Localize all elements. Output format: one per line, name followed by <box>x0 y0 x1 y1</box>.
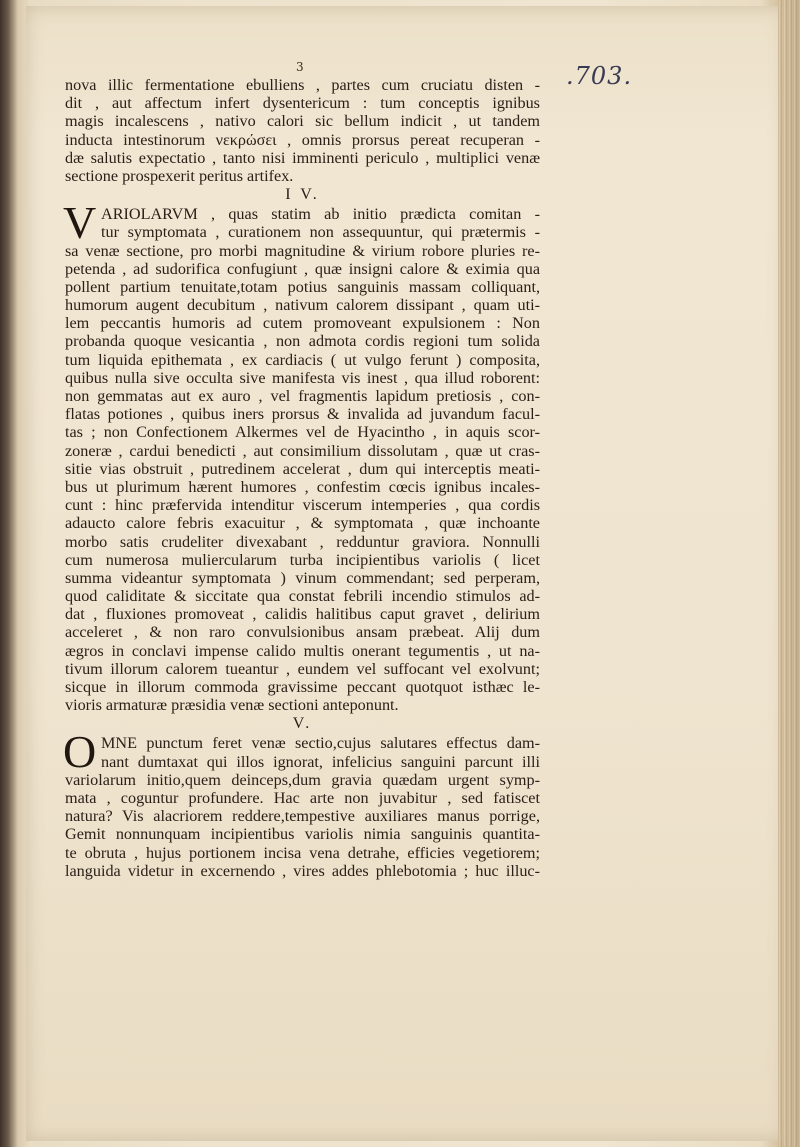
signature-mark: 3 <box>296 60 304 74</box>
text-line: nant dumtaxat qui illos ignorat, infelicius sanguini parcunt illi <box>101 752 540 771</box>
text-line: dit , aut affectum infert dysentericum : tum conceptis ignibus <box>65 94 540 113</box>
text-line: flatas potiones , quibus iners prorsus & invalida ad juvandum facul- <box>65 405 540 424</box>
page-edges <box>778 0 800 1147</box>
text-line: cum numerosa muliercularum turba incipientibus variolis ( licet <box>65 550 540 569</box>
text-line: ægros in conclavi impense calido multis onerant tegumentis , ut na- <box>65 641 540 660</box>
section-iv-body <box>65 205 540 714</box>
text-line: vioris armaturæ præsidia venæ sectioni anteponunt. <box>65 696 399 715</box>
text-line: dæ salutis expectatio , tanto nisi imminenti periculo , multiplici venæ <box>65 148 540 167</box>
section-v-body <box>65 734 540 880</box>
text-line: variolarum initio,quem deinceps,dum gravia quædam urgent symp- <box>65 770 540 789</box>
text-line: pollent partium tenuitate,totam potius sanguinis massam colliquant, <box>65 277 540 296</box>
text-line: natura? Vis alacriorem reddere,tempestive auxiliares manus porrige, <box>65 807 540 826</box>
page-text <box>65 76 540 880</box>
text-line: acceleret , & non raro convulsionibus ansam præbeat. Alij dum <box>65 623 540 642</box>
text-line: inducta intestinorum νεκρώσει , omnis prorsus pereat recuperan - <box>65 130 540 149</box>
text-line: tur symptomata , curationem non assequuntur, qui prætermis - <box>101 223 540 242</box>
text-line: sicque in illorum commoda gravissime peccant quotquot isthæc le- <box>65 678 540 696</box>
text-line: magis incalescens , nativo calori sic bellum indicit , ut tandem <box>65 112 540 131</box>
text-line: tas ; non Confectionem Alkermes vel de Hyacintho , in aquis scor- <box>65 423 540 442</box>
text-line: dat , fluxiones promoveat , calidis halitibus caput gravet , delirium <box>65 605 540 624</box>
text-line: zoneræ , cardui benedicti , aut consimilium dissolutam , quæ ut cras- <box>65 441 540 460</box>
text-line: Gemit nonnunquam incipientibus variolis nimia sanguinis quantita- <box>65 825 540 844</box>
text-line: humorum augent decubitum , nativum calorem dissipant , quam uti- <box>65 296 540 315</box>
text-line: morbo satis crudeliter divexabant , redduntur graviora. Nonnulli <box>65 532 540 551</box>
page-number: .703. <box>566 62 633 90</box>
text-line: bus ut plurimum hærent humores , confestim cœcis ignibus incales- <box>65 477 540 496</box>
text-line: quibus nulla sive occulta sive manifesta vis inest , qua illud roborent: <box>65 368 540 387</box>
text-line: cunt : hinc præfervida intenditur viscerum intemperies , qua cordis <box>65 496 540 515</box>
text-line: adaucto calore febris exacuitur , & symptomata , quæ inchoante <box>65 514 540 533</box>
text-line: tum liquida epithemata , ex cardiacis ( ut vulgo ferunt ) composita, <box>65 350 540 369</box>
text-line: mata , coguntur profundere. Hac arte non juvabitur , sed fatiscet <box>65 788 540 807</box>
text-line: sa venæ sectione, pro morbi magnitudine & virium robore pluries re- <box>65 241 540 260</box>
text-line: nova illic fermentatione ebulliens , partes cum cruciatu disten - <box>65 76 540 94</box>
text-line: te obruta , hujus portionem incisa vena detrahe, efficies vegetiorem; <box>65 843 540 862</box>
text-line: languida videtur in excernendo , vires addes phlebotomia ; huc illuc- <box>65 861 540 880</box>
text-line: ARIOLARVM , quas statim ab initio prædicta comitan - <box>101 205 540 224</box>
dropcap-o: O <box>63 726 97 778</box>
text-line: lem peccantis humoris ad cutem promoveant expulsionem : Non <box>65 314 540 333</box>
text-line: quod caliditate & siccitate qua constat febrili incendio stimulos ad- <box>65 587 540 606</box>
text-line: tivum illorum calorem tueantur , eundem vel suffocant vel exolvunt; <box>65 659 540 678</box>
section-v-heading: V. <box>292 715 313 733</box>
text-line: sectione prospexerit peritus artifex. <box>65 166 294 185</box>
paragraph-top <box>65 76 540 185</box>
text-line: petenda , ad sudorifica confugiunt , quæ insigni calore & eximia qua <box>65 259 540 278</box>
text-line: non gemmatas aut ex auro , vel fragmentis lapidum pretiosis , con- <box>65 387 540 405</box>
text-line: summa videantur symptomata ) vinum commendant; sed perperam, <box>65 568 540 587</box>
text-line: sitie vias obstruit , putredinem accelerat , dum qui interceptis meati- <box>65 459 540 478</box>
section-iv <box>63 197 540 715</box>
section-iv-heading: I V. <box>285 186 320 204</box>
text-line: probanda quoque vesicantia , non admota cordis regioni tum solida <box>65 332 540 351</box>
text-line: MNE punctum feret venæ sectio,cujus salutares effectus dam- <box>101 734 540 753</box>
section-v <box>63 726 540 880</box>
dropcap-v: V <box>63 197 97 249</box>
